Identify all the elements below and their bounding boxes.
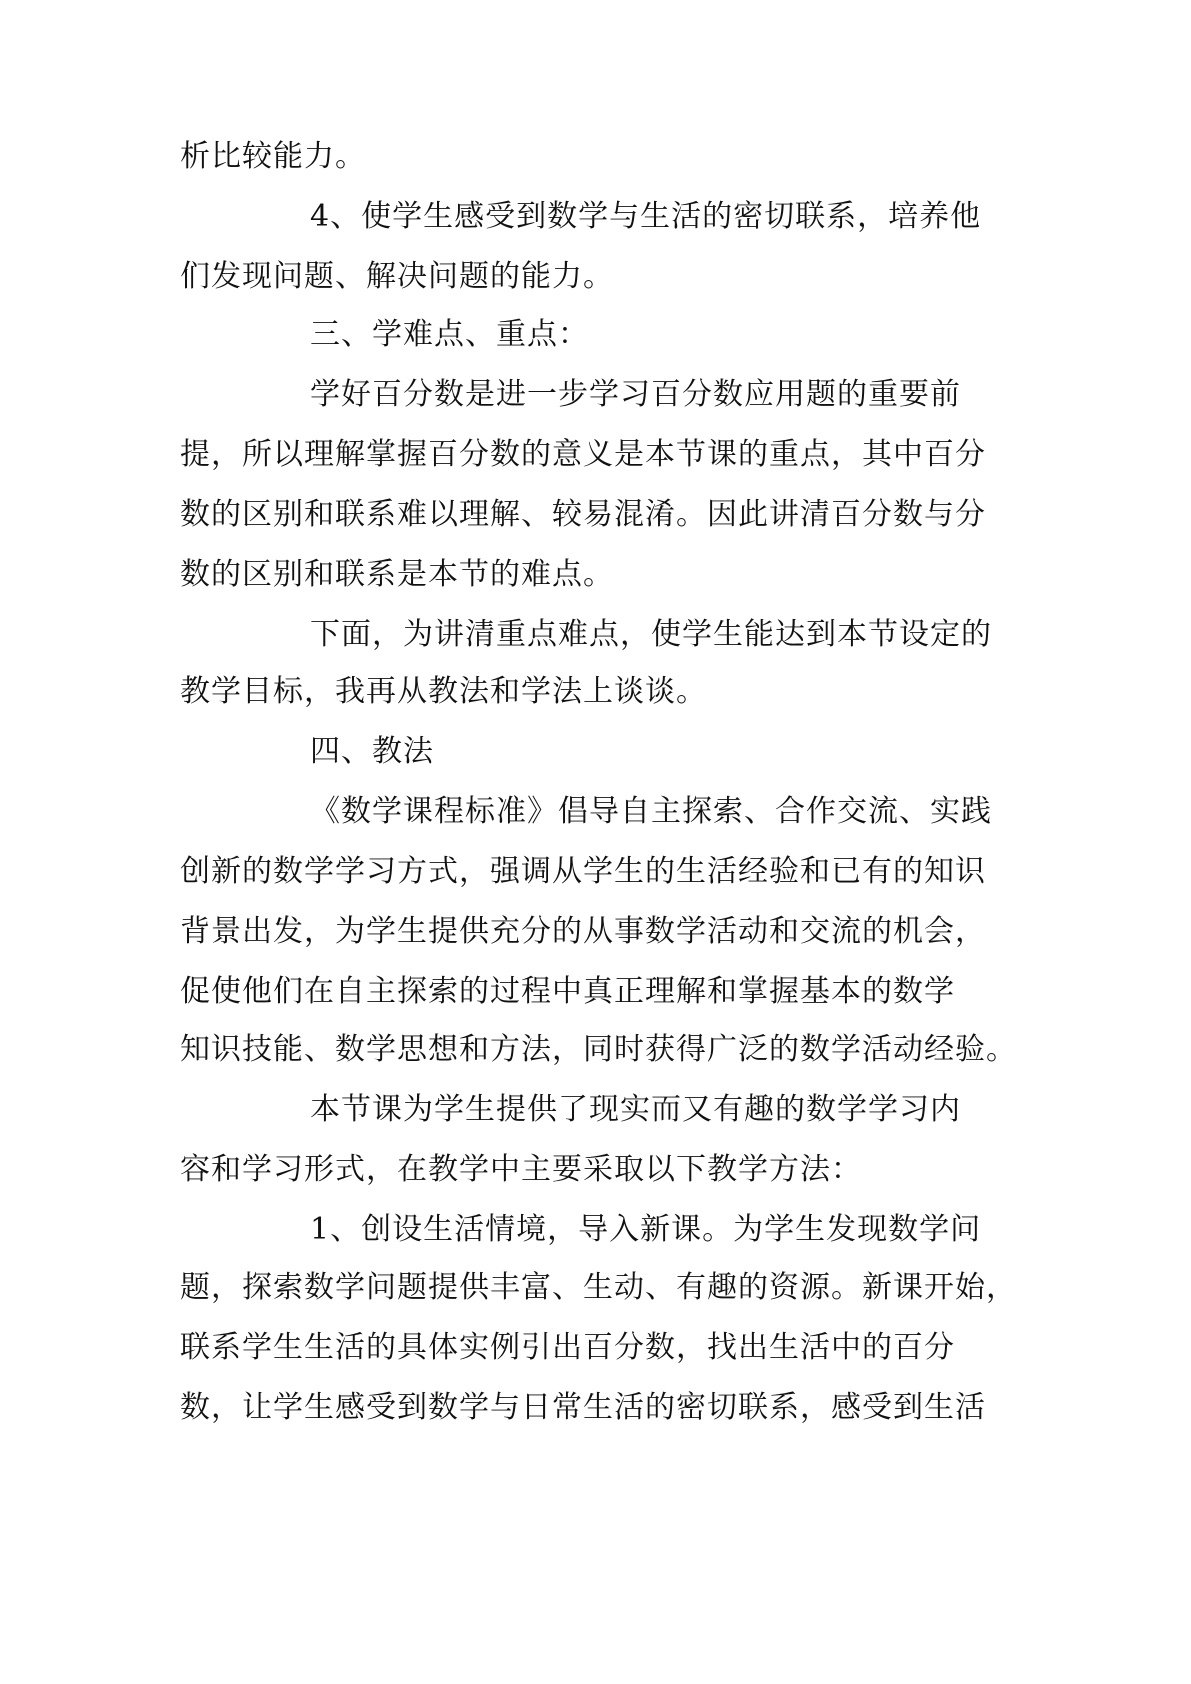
text-line: 教学目标，我再从教法和学法上谈谈。 [180, 674, 707, 709]
text-line: 促使他们在自主探索的过程中真正理解和掌握基本的数学 [180, 974, 955, 1009]
text-line: 4、使学生感受到数学与生活的密切联系，培养他 [310, 199, 982, 234]
text-line: 析比较能力。 [180, 139, 366, 174]
text-line: 们发现问题、解决问题的能力。 [180, 259, 614, 294]
text-line: 提，所以理解掌握百分数的意义是本节课的重点，其中百分 [180, 437, 986, 472]
text-line: 数的区别和联系难以理解、较易混淆。因此讲清百分数与分 [180, 497, 986, 532]
text-line: 联系学生生活的具体实例引出百分数，找出生活中的百分 [180, 1330, 955, 1365]
text-line: 学好百分数是进一步学习百分数应用题的重要前 [310, 377, 961, 412]
text-line: 容和学习形式，在教学中主要采取以下教学方法： [180, 1152, 862, 1187]
text-line: 题，探索数学问题提供丰富、生动、有趣的资源。新课开始， [180, 1270, 1017, 1305]
text-line: 《数学课程标准》倡导自主探索、合作交流、实践 [310, 794, 992, 829]
text-line: 数，让学生感受到数学与日常生活的密切联系，感受到生活 [180, 1390, 986, 1425]
text-line: 1、创设生活情境，导入新课。为学生发现数学问 [310, 1212, 982, 1247]
section-heading: 四、教法 [310, 734, 434, 769]
text-line: 下面，为讲清重点难点，使学生能达到本节设定的 [310, 617, 992, 652]
text-line: 数的区别和联系是本节的难点。 [180, 557, 614, 592]
text-line: 创新的数学学习方式，强调从学生的生活经验和已有的知识 [180, 854, 986, 889]
text-line: 知识技能、数学思想和方法，同时获得广泛的数学活动经验。 [180, 1032, 1017, 1067]
text-line: 本节课为学生提供了现实而又有趣的数学学习内 [310, 1092, 961, 1127]
section-heading: 三、学难点、重点： [310, 317, 589, 352]
text-line: 背景出发，为学生提供充分的从事数学活动和交流的机会， [180, 914, 986, 949]
